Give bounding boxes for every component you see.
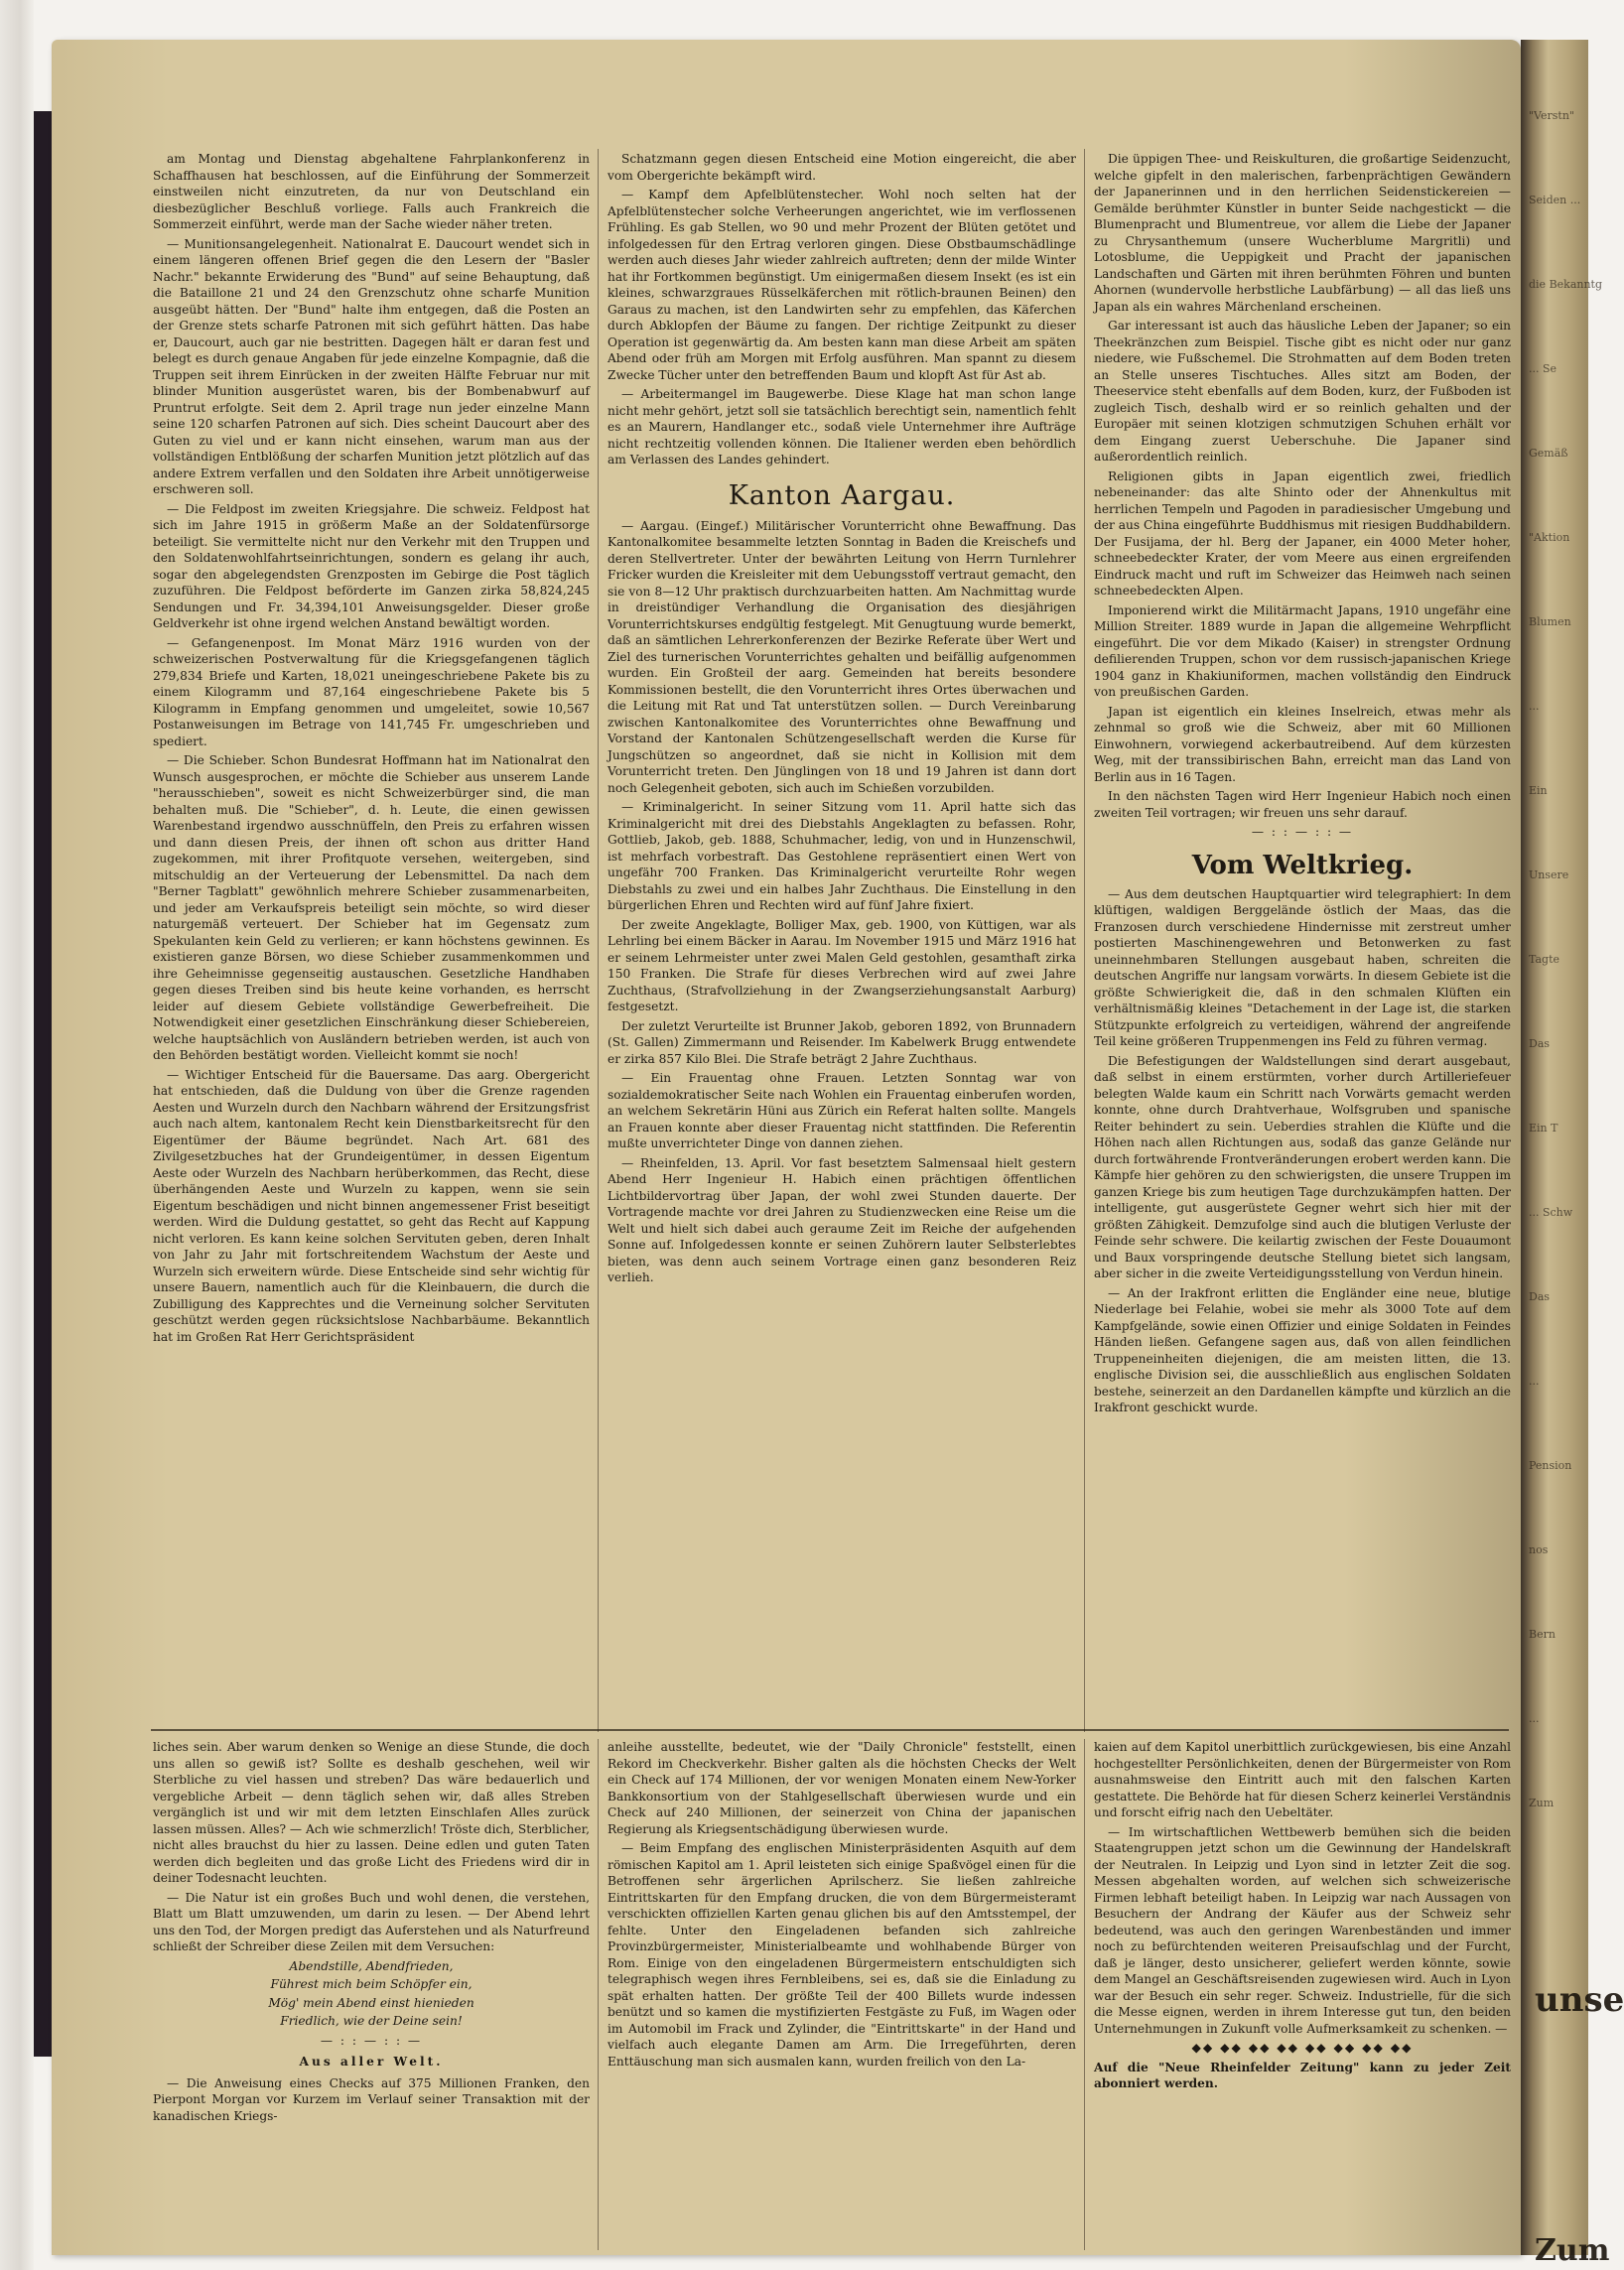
adjacent-page-line: Bern bbox=[1529, 1628, 1556, 1641]
article-kriminalgericht: — Kriminalgericht. In seiner Sitzung vom 11. April hatte sich das Kriminalgericht mit drei des Diebstahls Angeklagten zu befassen. Rohr, Gottlieb, Jakob, geb. 1888, Schuhmacher, ledig, von und in Hunzenschwil, ist mehrfach vorbestraft. Das Gestohlene repräsentiert einen Wert von ungefähr 700 Franken. Das Kriminalgericht verurteilte Rohr wegen Diebstahls zu zwei und ein halbes Jahr Zuchthaus. Die Einstellung in den bürgerlichen Ehren und Rechten wird auf fünf Jahre fixiert. bbox=[608, 800, 1076, 912]
adjacent-page-line: ... Se bbox=[1529, 362, 1557, 375]
article-natur: — Die Natur ist ein großes Buch und wohl denen, die verstehen, Blatt um Blatt umzuwenden, um darin zu lesen. — Der Abend lehrt uns den Tod, der Morgen predigt das Auferstehen und als Naturfreund schließt der Schreiber diese Zeilen mit dem Versuchen: bbox=[153, 1890, 590, 1953]
adjacent-page-line: Gemäß bbox=[1529, 447, 1568, 460]
adjacent-page-line: "Verstn" bbox=[1529, 109, 1574, 122]
adjacent-page-line: Zum bbox=[1529, 1797, 1555, 1809]
separator: — : : — : : — bbox=[1251, 825, 1354, 839]
article-kriminalgericht-2: Der zweite Angeklagte, Bolliger Max, geb. 1900, von Küttigen, war als Lehrling bei einem Bäcker in Aarau. Im November 1915 und März 1916 hat er seinem Lehrmeister unter zwei Malen Geld gestohlen, gesamthaft zirka 150 Franken. Die Strafe für dieses Verbrechen wird auf zwei Jahre Zuchthaus, (Strafvollziehung in der Zwangserziehungsanstalt Aarburg) festgesetzt. bbox=[608, 917, 1076, 1013]
ornament-divider: ◆◆ ◆◆ ◆◆ ◆◆ ◆◆ ◆◆ ◆◆ ◆◆ bbox=[1191, 2041, 1414, 2055]
section-heading-weltkrieg: Vom Weltkrieg. bbox=[1191, 850, 1414, 880]
article-aprilscherz: — Beim Empfang des englischen Ministerpräsidenten Asquith auf dem römischen Kapitol am 1. April leisteten sich einige Spaßvögel einen für die Betroffenen sehr ärgerlichen Aprilscherz. Sie ließen zahlreiche Eintrittskarten für den Empfang drucken, die von dem Bürgermeisteramt verschickten offiziellen Karten genau glichen bis auf den Amtsstempel, der fehlte. Unter den Eingeladenen befanden sich zahlreiche Provinzbürgermeister, Ministerialbeamte und wohlhabende Bürger von Rom. Einige von den eingeladenen Bürgermeistern entschuldigten sich telegraphisch wegen ihres Fernbleibens, sei es, daß sie die Einladung zu spät erhalten hatten. Der größte Teil der 400 Billets wurde indessen benützt und so kamen die mystifizierten Festgäste zu Fuß, im Wagen oder im Automobil im Frack und Zylinder, die "Eintrittskarte" in der Hand und vielfach auch elegante Damen am Arm. Die Irregeführten, deren Enttäuschung man sich ausmalen kann, wurden freilich von den La- bbox=[608, 1841, 1076, 2069]
adjacent-page-line: Ein T bbox=[1529, 1122, 1558, 1135]
adjacent-page-line: ... bbox=[1529, 1375, 1540, 1388]
section-rule bbox=[151, 1729, 1509, 1731]
article-japan-4: Imponierend wirkt die Militärmacht Japans, 1910 ungefähr eine Million Streiter. 1889 wurde in Japan die allgemeine Wehrpflicht eingeführt. Die vor dem Mikado (Kaiser) in strengster Ordnung defilierenden Truppen, schon vor dem russisch-japanischen Kriege 1904 ganz in Khakiuniformen, machen vollständig den Eindruck von preußischen Garden. bbox=[1094, 602, 1511, 699]
adjacent-page-line: die Bekanntg bbox=[1529, 278, 1603, 291]
poem-line: Führest mich beim Schöpfer ein, bbox=[270, 1977, 473, 1991]
adjacent-page-line: Ein bbox=[1529, 784, 1548, 797]
article-gefangenenpost: — Gefangenenpost. Im Monat März 1916 wurden von der schweizerischen Postverwaltung für die Kriegsgefangenen täglich 279,834 Briefe und Karten, 18,021 uneingeschriebene Pakete bis zu einem Kilogramm und 87,164 eingeschriebene Pakete bis 5 Kilogramm in Empfang genommen und umgeleitet, sowie 10,567 Postanweisungen im Betrage von 141,745 Fr. umgeschrieben und spediert. bbox=[153, 635, 590, 748]
article-feldpost: — Die Feldpost im zweiten Kriegsjahre. Die schweiz. Feldpost hat sich im Jahre 1915 in größerm Maße an der Soldatenfürsorge beteiligt. Sie vermittelte nicht nur den Verkehr mit den Truppen und den Soldatenwohlfahrtseinrichtungen, sondern es gelang ihr auch, sogar den abgelegendsten Grenzposten im Gebirge die Post täglich zuzuführen. Die Feldpost beförderte im Ganzen zirka 58,824,245 Sendungen und Fr. 34,394,101 Anweisungsgelder. Dieser große Geldverkehr ist ohne irgend welchen Anstand bewältigt worden. bbox=[153, 501, 590, 630]
article-japan-6: In den nächsten Tagen wird Herr Ingenieur Habich noch einen zweiten Teil vortragen; wir freuen uns sehr darauf. bbox=[1094, 789, 1511, 820]
article-schieber: — Die Schieber. Schon Bundesrat Hoffmann hat im Nationalrat den Wunsch ausgesprochen, er möchte die Schieber aus unserem Lande "herausschieben", soweit es nicht Schweizerbürger sind, die man behalten muß. Die "Schieber", d. h. Leute, die einen gewissen Warenbestand irgendwo ausschnüffeln, den Preis zu erfahren wissen und dann diesen Preis, der ihnen oft schon aus dritter Hand zugekommen, mit ihrer Profitquote versehen, weitergeben, sind mitschuldig an der Verteuerung der Lebensmittel. Da nach dem "Berner Tagblatt" gewöhnlich mehrere Schieber zusammenarbeiten, und jeder am Verkaufspreis beteiligt sein möchte, so wird dieser naturgemäß verteuert. Der Schieber hat im Gegensatz zum Spekulanten kein Geld zu verlieren; er kann höchstens gewinnen. Es existieren ganze Börsen, wo diese Schieber zusammenkommen und ihre Geheimnisse gegenseitig austauschen. Gesetzliche Handhaben gegen dieses Treiben sind bis heute keine vorhanden, es herrscht leider auf diesem Gebiete vollständige Gewerbefreiheit. Die Notwendigkeit einer gesetzlichen Einschränkung dieser Schiebereien, welche hauptsächlich von Ausländern betrieben werden, ist auch von den Behörden bestätigt worden. Vielleicht kommt sie noch! bbox=[153, 753, 590, 1062]
article-feuilleton-end: liches sein. Aber warum denken so Wenige an diese Stunde, die doch uns allen so gewiß ist? Sollte es deshalb geschehen, weil wir Sterbliche zu viel hassen und streben? Das wäre bedauerlich und vergebliche Arbeit — denn täglich sehen wir, daß alles Streben vergänglich ist und wir mit dem letzten Einschlafen Alles zurück lassen müssen. Alles? — Ach wie schmerzlich! Tröste dich, Sterblicher, nicht alles brauchst du hier zu lassen. Deine edlen und guten Taten werden dich begleiten und das große Licht des Friedens wird dir in deiner Todesnacht leuchten. bbox=[153, 1740, 590, 1885]
column-rule bbox=[1084, 1739, 1085, 2250]
adjacent-page-line: nos bbox=[1529, 1543, 1549, 1556]
adjacent-page-line: Das bbox=[1529, 1037, 1551, 1050]
article-arbeitermangel: — Arbeitermangel im Baugewerbe. Diese Klage hat man schon lange nicht mehr gehört, jetzt soll sie tatsächlich berechtigt sein, namentlich fehlt es an Maurern, Handlanger etc., sodaß viele Unternehmer ihre Aufträge nicht rechtzeitig vollenden können. Die Italiener werden eben behördlich am Verlassen des Landes gehindert. bbox=[608, 387, 1076, 467]
adjacent-page-line: ... Schw bbox=[1529, 1206, 1573, 1219]
article-rheinfelden: — Rheinfelden, 13. April. Vor fast besetztem Salmensaal hielt gestern Abend Herr Ingenieur H. Habich einen prächtigen öffentlichen Lichtbildervortrag über Japan, der wohl zwei Stunden dauerte. Der Vortragende machte vor drei Jahren zu Studienzwecken eine Reise um die Welt und hielt sich dabei auch geraume Zeit im Reiche der aufgehenden Sonne auf. Infolgedessen konnte er seinen Zuhörern lauter Selbsterlebtes bieten, was denn auch seinem Vortrage einen ganz besonderen Reiz verlieh. bbox=[608, 1155, 1076, 1284]
article-wettbewerb: — Im wirtschaftlichen Wettbewerb bemühen sich die beiden Staatengruppen jetzt schon um die Gewinnung der Handelskraft der Neutralen. In Leipzig und Lyon sind in letzter Zeit die sog. Messen abgehalten worden, auf welchen sich schweizerische Firmen lebhaft beteiligt haben. In Leipzig war nach Aussagen von Besuchern der Andrang der Käufer aus der Schweiz sehr bedeutend, was auch den geringen Warenbeständen und immer noch zu befürchtenden weiteren Preisaufschlag und der Furcht, daß je länger, desto unsicherer, geliefert werden könnte, sowie dem Mangel an Geschäftsreisenden zugewiesen wird. Auch in Lyon war der Besuch ein sehr reger. Schweiz. Industrielle, für die sich die Messe eignen, werden in ihrem Interesse gut tun, den beiden Unternehmungen in Zukunft volle Aufmerksamkeit zu schenken. — bbox=[1094, 1824, 1511, 2036]
newspaper-page bbox=[52, 40, 1521, 2255]
article-japan-3: Religionen gibts in Japan eigentlich zwei, friedlich nebeneinander: das alte Shinto oder der Ahnenkultus mit herrlichen Tempeln und Pagoden in paradiesischer Umgebung und der aus China eingeführte Buddhismus mit riesigen Buddhabildern. Der Fusijama, der hl. Berg der Japaner, ein 4000 Meter hoher, schneebedeckter Krater, der vom Meere aus einen ergreifenden Eindruck macht und ruft im Schweizer das Heimweh nach seinen schneebedeckten Alpen. bbox=[1094, 468, 1511, 598]
article-frauentag: — Ein Frauentag ohne Frauen. Letzten Sonntag war von sozialdemokratischer Seite nach Wohlen ein Frauentag einberufen worden, an welchem Sekretärin Hüni aus Zürich ein Referat halten sollte. Mangels an Frauen konnte aber dieser Frauentag nicht stattfinden. Die Referentin mußte unverrichteter Dinge von dannen ziehen. bbox=[608, 1071, 1076, 1150]
article-bauersame: — Wichtiger Entscheid für die Bauersame. Das aarg. Obergericht hat entschieden, daß die Duldung von über die Grenze ragenden Aesten und Wurzeln durch den Nachbarn während der Ersitzungsfrist auch nach altem, kantonalem Recht kein Dienstbarkeitsrecht für den Eigentümer der Bäume begründet. Nach Art. 681 des Zivilgesetzbuches hat der Grundeigentümer, in dessen Eigentum Aeste oder Wurzeln des Nachbarn herüberkommen, das Recht, diese überhängenden Aeste und Wurzeln zu kappen, wenn sie sein Eigentum beschädigen und nicht binnen angemessener Frist beseitigt werden. Wird die Duldung gestattet, so geht das Recht auf Kappung nicht verloren. Es kann keine solchen Servituten geben, deren Inhalt von Jahr zu Jahr mit fortschreitendem Wachstum der Aeste und Wurzeln sich erweitern würde. Diese Entscheide sind sehr wichtig für unsere Bauern, namentlich auch für die Kleinbauern, die durch die Zubilligung des Kapprechtes und die Verneinung solcher Servituten geschützt werden gegen rücksichtslose Nachbarbäume. Bekanntlich hat im Großen Rat Herr Gerichtspräsident bbox=[153, 1067, 590, 1344]
article-hauptquartier: — Aus dem deutschen Hauptquartier wird telegraphiert: In dem klüftigen, waldigen Berggelände östlich der Maas, das die Franzosen durch verschiedene Hindernisse mit zerstreut umher postierten Maschinengewehren und Betonwerken zu fast uneinnehmbaren Stellungen ausgebaut haben, schreiten die deutschen Angriffe nur langsam vorwärts. In diesem Gebiete ist die größte Schwierigkeit die, daß in den schmalen Klüften ein verhältnismäßig kleines "Detachement in der Lage ist, die starken Stützpunkte erfolgreich zu verteidigen, während der angreifende Teil keine größeren Truppenmengen ins Feld zu führen vermag. bbox=[1094, 886, 1511, 1048]
book-binding bbox=[0, 0, 34, 2270]
bottom-column-2 bbox=[608, 1739, 1076, 2250]
bottom-column-1 bbox=[153, 1739, 590, 2250]
article-japan-1: Die üppigen Thee- und Reiskulturen, die großartige Seidenzucht, welche gipfelt in den malerischen, farbenprächtigen Gewändern der Japanerinnen und in den herrlichen Seidenstickereien — Gemälde berühmter Künstler in bunter Seide nachgestickt — die Blumenpracht und Blumentreue, vor allem die Liebe der Japaner zu Chrysanthemum (unsere Wucherblume Margritli) und Lotosblume, die Ueppigkeit und Pracht der japanischen Landschaften und Gärten mit ihren berühmten Föhren und bunten Ahornen (wundervolle herbstliche Laubfärbung) — all das ließ uns Japan als ein wahres Märchenland erscheinen. bbox=[1094, 152, 1511, 314]
adjacent-page-line: ... bbox=[1529, 700, 1540, 713]
bottom-column-3 bbox=[1094, 1739, 1511, 2250]
adjacent-page-line: "Aktion bbox=[1529, 531, 1570, 544]
adjacent-page-line: Blumen bbox=[1529, 615, 1571, 628]
poem-line: Mög' mein Abend einst hienieden bbox=[268, 1995, 474, 2010]
adjacent-page-line: Pension bbox=[1529, 1459, 1572, 1472]
section-heading-kanton-aargau: Kanton Aargau. bbox=[728, 479, 956, 511]
column-rule bbox=[1084, 149, 1085, 1732]
article-japan-2: Gar interessant ist auch das häusliche Leben der Japaner; so ein Theekränzchen zum Beispiel. Tische gibt es nicht oder nur ganz niedere, wie Fußschemel. Die Strohmatten auf dem Boden treten an Stelle unseres Tischtuches. Alles sitzt am Boden, der Theeservice steht ebenfalls auf dem Boden, kurz, der Fußboden ist zugleich Tisch, deshalb wird er so reinlich gehalten und der Europäer mit seinen klotzigen schmutzigen Schuhen erhält vor dem Eingang zuerst Ueberschuhe. Die Japaner sind außerordentlich reinlich. bbox=[1094, 319, 1511, 464]
adjacent-page-line: Tagte bbox=[1529, 953, 1560, 966]
poem-line: Friedlich, wie der Deine sein! bbox=[280, 2014, 463, 2028]
article-schatzmann: Schatzmann gegen diesen Entscheid eine Motion eingereicht, die aber vom Obergerichte bekämpft wird. bbox=[608, 152, 1076, 183]
adjacent-page-fragment: unse bbox=[1535, 1980, 1624, 2020]
article-check-continued: anleihe ausstellte, bedeutet, wie der "Daily Chronicle" feststellt, einen Rekord im Checkverkehr. Bisher galten als die höchsten Checks der Welt ein Check auf 174 Millionen, der vor wenigen Monaten einem New-Yorker Bankkonsortium von der Stahlgesellschaft überwiesen wurde und ein Check auf 240 Millionen, der seinerzeit von China der japanischen Regierung als Kriegsentschädigung überwiesen wurde. bbox=[608, 1740, 1076, 1836]
article-munition: — Munitionsangelegenheit. Nationalrat E. Daucourt wendet sich in einem längeren offenen Brief gegen die den Lesern der "Basler Nachr." bekannte Erwiderung des "Bund" auf seine Behauptung, daß die Bataillone 21 und 24 den Grenzschutz ohne scharfe Munition ausgeübt hätten. Der "Bund" halte ihm entgegen, daß die Posten an der Grenze stets scharfe Patronen mit sich geführt hätten. Das habe er, Daucourt, auch gar nie bestritten. Dagegen hält er daran fest und belegt es durch genaue Angaben für jede einzelne Kompagnie, daß die Truppen seit ihrem Einrücken in der zweiten Hälfte Februar nur mit blinder Munition ausgerüstet waren, bis der Bombenabwurf auf Pruntrut erfolgte. Seit dem 2. April trage nun jeder einzelne Mann seine 120 scharfen Patronen auf sich. Dies scheint Daucourt aber des Guten zu viel und er kann nicht einsehen, warum man aus der vollständigen Entblößung der scharfen Munition jetzt plötzlich auf das andere Extrem verfallen und den Soldaten ihre Arbeit unnötigerweise erschweren soll. bbox=[153, 236, 590, 496]
book-spine bbox=[34, 111, 54, 2057]
adjacent-page-line: Unsere bbox=[1529, 868, 1569, 881]
column-2 bbox=[608, 151, 1076, 1729]
separator: — : : — : : — bbox=[320, 2033, 423, 2048]
column-rule bbox=[598, 1739, 599, 2250]
adjacent-page-edge bbox=[1521, 40, 1624, 2268]
column-3 bbox=[1094, 151, 1511, 1729]
column-1 bbox=[153, 151, 590, 1729]
subscription-notice: Auf die "Neue Rheinfelder Zeitung" kann zu jeder Zeit abonniert werden. bbox=[1094, 2060, 1511, 2090]
article-waldstellungen: Die Befestigungen der Waldstellungen sind derart ausgebaut, daß selbst in einem erstürmten, vorher durch Artilleriefeuer belegten Walde kaum ein Schritt nach Vorwärts gemacht werden konnte, ohne durch Drahtverhaue, Wolfsgruben und spanische Reiter behindert zu sein. Ueberdies strahlen die Klüfte und die Höhen nach allen Richtungen aus, sodaß das ganze Gelände nur durch fortwährende Frontveränderungen erobert werden kann. Die Kämpfe hier gehören zu den schwierigsten, die unsere Truppen im ganzen Kriege bis zum heutigen Tage durchzukämpfen hatten. Der intelligente, gut ausgerüstete Gegner wehrt sich hier mit der größten Zähigkeit. Demzufolge sind auch die blutigen Verluste der Feinde sehr schwere. Die keilartig zwischen der Feste Douaumont und Baux vorspringende deutsche Stellung bietet sich langsam, aber sicher in die zweite Verteidigungsstellung von Verdun hinein. bbox=[1094, 1053, 1511, 1280]
adjacent-page-line: Seiden ... bbox=[1529, 194, 1581, 206]
adjacent-page-line: ... bbox=[1529, 1712, 1540, 1725]
article-check-morgan: — Die Anweisung eines Checks auf 375 Millionen Franken, den Pierpont Morgan vor Kurzem im Verlauf seiner Transaktion mit der kanadischen Kriegs- bbox=[153, 2075, 590, 2123]
article-apfelbluetenstecher: — Kampf dem Apfelblütenstecher. Wohl noch selten hat der Apfelblütenstecher solche Verheerungen angerichtet, wie im verflossenen Frühling. Es gab Stellen, wo 90 und mehr Prozent der Blüten getötet und infolgedessen für den Ertrag verloren gingen. Diese Obstbaumschädlinge werden auch dieses Jahr wieder zahlreich auftreten; denn der milde Winter hat ihr Fortkommen begünstigt. Um einigermaßen diesem Insekt (es ist ein kleines, schwarzgraues Rüsselkäferchen mit rötlich-braunen Beinen) den Garaus zu machen, ist den Landwirten sehr zu empfehlen, das Käferchen durch Abklopfen der Bäume zu fangen. Der richtige Zeitpunkt zu dieser Operation ist gegenwärtig da. Am besten kann man diese Arbeit am späten Abend oder früh am Morgen mit Erfolg ausführen. Man spannt zu diesem Zwecke Tücher unter den betreffenden Baum und klopft Ast für Ast ab. bbox=[608, 188, 1076, 382]
article-kapitol-continued: kaien auf dem Kapitol unerbittlich zurückgewiesen, bis eine Anzahl hochgestellter Persönlichkeiten, denen der Bürgermeister von Rom ausnahmsweise den Eintritt auch mit den falschen Karten gestattete. Die Behörde hat für diesen Scherz keinerlei Verständnis und forscht eifrig nach den Uebeltäter. bbox=[1094, 1740, 1511, 1819]
article-irakfront: — An der Irakfront erlitten die Engländer eine neue, blutige Niederlage bei Felahie, wobei sie mehr als 3000 Tote auf dem Kampfgelände, sowie einen Offizier und einige Soldaten in Feindes Händen ließen. Gefangene sagen aus, daß von allen feindlichen Truppeneinheiten diejenigen, die am meisten litten, die 13. englische Division sei, die ausschließlich aus englischen Soldaten bestehe, seinerzeit an den Dardanellen kämpfte und kürzlich an die Irakfront geschickt wurde. bbox=[1094, 1285, 1511, 1414]
article-japan-5: Japan ist eigentlich ein kleines Inselreich, etwas mehr als zehnmal so groß wie die Schweiz, aber mit 60 Millionen Einwohnern, vorwiegend ackerbautreibend. Auf dem kürzesten Weg, mit der transsibirischen Bahn, erreicht man das Land von Berlin aus in 16 Tagen. bbox=[1094, 704, 1511, 784]
column-rule bbox=[598, 149, 599, 1732]
article-vorunterricht: — Aargau. (Eingef.) Militärischer Vorunterricht ohne Bewaffnung. Das Kantonalkomitee besammelte letzten Sonntag in Baden die Kreischefs und deren Stellvertreter. Unter der bewährten Leitung von Herrn Turnlehrer Fricker wurden die Kreisleiter mit dem Uebungsstoff vertraut gemacht, den sie von 8—12 Uhr praktisch durchzuarbeiten hatten. Am Nachmittag wurde in dreistündiger Verhandlung die Organisation des diesjährigen Vorunterrichtskurses endgültig festgelegt. Mit Genugtuung wurde bemerkt, daß an sämtlichen Lehrerkonferenzen der Bezirke Referate über Wert und Ziel des turnerischen Vorunterrichtes gehalten und beifällig aufgenommen wurden. Ein Großteil der aarg. Gemeinden hat bereits besondere Kommissionen bestellt, die den Vorunterricht ihres Ortes überwachen und die Leitung mit Rat und Tat unterstützen sollen. — Durch Vereinbarung zwischen Kantonalkomitee des Vorunterrichtes ohne Bewaffnung und Vorstand der Kantonalen Schützengesellschaft werden die Kurse für Jungschützen so angeordnet, daß sie nicht in Kollision mit dem Vorunterricht treten. Den Jünglingen von 18 und 19 Jahren ist dann dort noch Gelegenheit geboten, sich auch im Schießen vorzubilden. bbox=[608, 518, 1076, 795]
article-kriminalgericht-3: Der zuletzt Verurteilte ist Brunner Jakob, geboren 1892, von Brunnadern (St. Gallen) Zimmermann und Reisender. Im Kabelwerk Brugg entwendete er zirka 857 Kilo Blei. Die Strafe beträgt 2 Jahre Zuchthaus. bbox=[608, 1018, 1076, 1066]
article-sommerzeit: am Montag und Dienstag abgehaltene Fahrplankonferenz in Schaffhausen hat beschlossen, auf die Einführung der Sommerzeit einstweilen nicht einzutreten, da nur von Deutschland ein diesbezüglicher Beschluß vorliege. Falls auch Frankreich die Sommerzeit einführt, werde man der Sache wieder näher treten. bbox=[153, 152, 590, 231]
poem-line: Abendstille, Abendfrieden, bbox=[289, 1958, 454, 1973]
adjacent-page-line: Das bbox=[1529, 1290, 1551, 1303]
adjacent-page-fragment: Zum bbox=[1535, 2233, 1610, 2268]
section-heading-aus-aller-welt: Aus aller Welt. bbox=[299, 2055, 444, 2069]
